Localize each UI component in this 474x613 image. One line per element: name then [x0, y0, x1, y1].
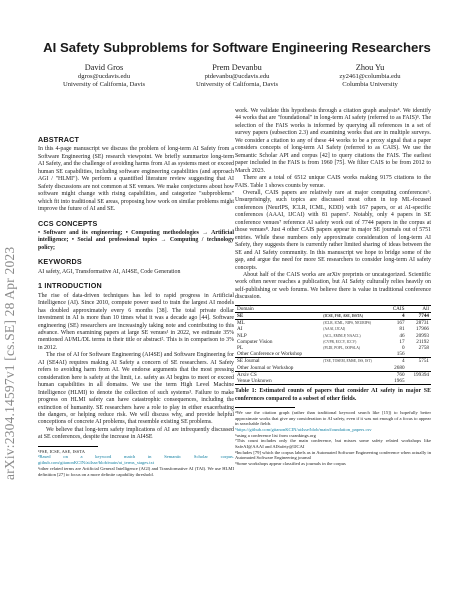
table-cell-all-count: 5751	[407, 358, 431, 365]
table-body	[235, 312, 431, 384]
ccs-text: • Software and its engineering; • Computing methodologies → Artificial intelligence; • Social and professional topics → Computing / technology policy;	[38, 229, 234, 251]
footnote: ⁷This count includes only the main conference, but misses some safety related workshops like SafeAI@AAAI and AISafety@IJCAI	[235, 438, 431, 450]
table-cell-domain: Other Journal or Workshop	[237, 364, 294, 371]
table-row	[235, 365, 431, 372]
author-1	[40, 63, 168, 90]
table-row	[235, 371, 431, 378]
table-row	[235, 312, 431, 319]
table-row	[235, 320, 431, 327]
table-cell-cais-count: 0	[401, 345, 405, 351]
table-header: CAIS	[387, 305, 407, 312]
intro-paragraph-2: The rise of AI for Software Engineering (AI4SE) and Software Engineering for AI (SE4AI) requires making AI Safety a concern of SE researchers. AI Safety refers to avoiding harm from AI. We endorse arguments that the most pressing consideration here is safety at the limit, i.e. safety as AI begins to meet or exceed human capabilities in all domains. We use the term High Level Machine Intelligence (HLMI) to denote the collection of such systems³. Failure to make progress on HLMI safety can have catastrophic consequences, including the extinction of humanity. SE researchers have a role to play in either exacerbating the dangers, or helping reduce risk. We will discuss why, and provide helpful conceptions of concrete AI problems, that resemble existing SE problems.	[38, 352, 234, 426]
author-name: Prem Devanbu	[212, 63, 262, 72]
footnote: ¹FSE, ICSE, ASE, ISSTA	[38, 448, 85, 454]
author-email: dgros@ucdavis.edu	[77, 73, 131, 80]
table-cell-all-count: 199394	[407, 371, 431, 378]
table-cell-domain: ML	[235, 320, 321, 327]
table-cell-venues: (AAAI, IJCAI)	[323, 327, 346, 332]
table-cell-venues	[321, 371, 386, 378]
table-cell-domain: Arxiv CS	[235, 371, 321, 378]
table-cell-cais-count: 2680	[394, 364, 405, 371]
paper-title: AI Safety Subproblems for Software Engineering Researchers	[43, 40, 431, 55]
table-cell-cais-count: 46	[399, 332, 405, 339]
table-cell-all-count: 7744	[407, 312, 431, 319]
footnote: ⁶using a conference list from csrankings.org	[235, 432, 316, 438]
table-cell-all-count	[407, 378, 431, 385]
table-cell-cais-count: 81	[399, 326, 405, 333]
table-header-row	[235, 305, 431, 312]
table-cell-domain: Computer Vision	[237, 338, 273, 345]
table-cell-cais-count: 167	[387, 320, 407, 327]
keywords-text: AI safety, AGI, Transformative AI, AI4SE, Code Generation	[38, 268, 181, 275]
author-name: Zhou Yu	[355, 63, 385, 72]
table-cell-venues: (ICLR, ICML, NIPS, NEURIPS)	[321, 320, 386, 327]
introduction-heading: 1 INTRODUCTION	[38, 281, 102, 291]
table-cell-domain: PL	[237, 345, 244, 351]
table-cell-all-count	[407, 351, 431, 358]
table-cell-cais-count: 760	[387, 371, 407, 378]
author-block	[40, 63, 434, 90]
body-paragraph: work. We validate this hypothesis through a citation graph analysis⁴. We identify 44 works that are "foundational" in long-term AI safety (referred to as FAIS)⁵. The selection of the FAIS works is informed by querying all references in a set of survey papers (subsection 2.3) and examining works that are in multiple surveys. We consider a citation to any of these 44 works to be a proxy signal that a paper considers concepts of long-term AI Safety (referred to as CAIS). We use the Semantic Scholar API and corpus [42] to query citations the FAIS. The earliest paper included in the FAIS is from 1960 [75]. We filter CAIS to be from 2012 to March 2023.	[235, 108, 431, 174]
abstract-text: In this 4-page manuscript we discuss the problem of long-term AI Safety from a Software Engineering (SE) research viewpoint. We briefly summarize long-term AI Safety, and the challenge of avoiding harms from AI as systems meet or exceed human SE capabilities, including software engineering capabilities (and approach AGI / "HLMI"). We perform a quantified literature review suggesting that AI Safety discussions are not common at SE venues. We make conjectures about how software might change with rising capabilities, and categorize "subproblems" which fit into traditional SE areas, proposing how work on similar problems might improve the future of AI and SE.	[38, 146, 234, 213]
footnote: ⁸Includes [79] which the corpus labels as in Automated Software Engineering conference when actually in Automated Software Engineering journal	[235, 449, 431, 461]
intro-paragraph-3: We believe that long-term safety implications of AI are infrequently discussed at SE conferences, despite the increase in AI4SE	[38, 426, 234, 441]
table-cell-domain: NLP	[237, 332, 247, 339]
table-row	[235, 358, 431, 365]
body-paragraph: There are a total of 6512 unique CAIS works making 9175 citations to the FAIS. Table 1 shows counts by venue.	[235, 175, 431, 189]
abstract-heading: ABSTRACT	[38, 135, 80, 144]
footnote[interactable]: ⁵https://github.com/gitanonKCIN/ai4sse/blob/main/foundation_papers.csv	[235, 426, 372, 432]
author-affiliation: University of California, Davis	[62, 81, 146, 89]
table-header: Domain	[235, 305, 321, 312]
table-header: All	[407, 305, 431, 312]
table-cell-domain: SE	[235, 312, 321, 319]
table-cell-cais-count: 4	[387, 312, 407, 319]
right-column	[235, 108, 431, 467]
author-affiliation: University of California, Davis	[195, 81, 279, 89]
author-2	[173, 63, 301, 90]
ccs-heading: CCS CONCEPTS	[38, 218, 98, 228]
footnote-rule	[38, 446, 98, 447]
table-cell-venues	[321, 365, 386, 372]
footnote: ³other related terms are Artificial General Intelligence (AGI) and Transformative AI (TAI). We use HLMI definition [27] to focus on a more definite capability threshold.	[38, 465, 234, 477]
left-column	[38, 130, 234, 477]
author-3	[306, 63, 434, 90]
table-cell-domain: AI	[237, 326, 243, 333]
footnote[interactable]: ²Based on a keyword match in Semantic Scholar corpus. github.com/gitanonKCIN/ai4sse/blob/main/ai_terms_stages.txt	[38, 454, 234, 466]
table-cell-domain: Venue Unknown	[235, 378, 321, 385]
table-cell-cais-count: 17	[399, 338, 405, 345]
table-row	[235, 378, 431, 385]
arxiv-stamp-text: arXiv:2304.14597v1 [cs.SE] 28 Apr 2023	[2, 246, 17, 480]
table-header-venues	[321, 305, 386, 312]
table-cell-all-count: 2758	[418, 345, 429, 351]
footnote-rule	[235, 407, 295, 408]
table-cell-cais-count: 4	[387, 358, 407, 365]
venue-counts-table	[235, 305, 431, 385]
table-cell-venues	[321, 351, 386, 358]
table-row	[235, 351, 431, 358]
table-cell-cais-count: 1965	[387, 378, 407, 385]
table-cell-venues: (TSE, TOSEM, EMSE, JSS, IST)	[321, 358, 386, 365]
table-caption: Table 1: Estimated counts of papers that consider AI safety in major SE conferences compared to a subset of other fields.	[235, 388, 431, 402]
table-cell-all-count: 28731	[407, 320, 431, 327]
table-cell-all-count	[407, 365, 431, 372]
table-cell-venues: (CVPR, ECCV, ICCV)	[323, 339, 357, 344]
arxiv-stamp	[2, 150, 22, 480]
table-cell-venues	[321, 378, 386, 385]
table-cell-domain: Other Conference or Workshop	[237, 351, 303, 358]
table-cell-all-count: 17966	[416, 326, 429, 333]
table-cell-venues: (ICSE, FSE, ASE, ISSTA)	[321, 312, 386, 319]
author-affiliation: Columbia University	[342, 81, 398, 89]
table-cell-venues: (PLDI, POPL, OOPSLA)	[323, 346, 361, 350]
table-cell-all-count: 21192	[416, 338, 429, 345]
body-paragraph: Overall, CAIS papers are relatively rare at major computing conferences⁶. Unsurprisingly, such topics are discussed most often in top ML-focused conferences (NeurIPS, ICLR, ICML, KDD) with 167 papers, or at AI-specific conferences (AAAI, IJCAI) with 81 papers⁷. Notably, only 4 papers in SE conference venues⁷ reference AI safety work out of 7744 papers in the corpus at those venues⁸. Just 4 other CAIS papers appear in major SE journals out of 5751 entries. While these numbers only approximate consideration of long-term AI Safety, they suggests there is currently rather limited sharing of ideas between the SE and AI Safety community. In this manuscript we hope to bridge some of the gap, and argue the need for more SE researchers to consider long-term AI safety concepts.	[235, 189, 431, 271]
keywords-heading: KEYWORDS	[38, 257, 82, 267]
author-email: ptdevanbu@ucdavis.edu	[204, 73, 270, 80]
table-cell-domain: SE Journal	[235, 358, 321, 365]
author-email: zy2461@columbia.edu	[339, 73, 401, 80]
body-paragraph: About half of the CAIS works are arXiv preprints or uncategorized. Scientific work often never reaches a publication, but AI Safety culturally relies heavily on self-publishing or web forums. We believe there is value in traditional conference discussion.	[235, 271, 431, 301]
intro-paragraph-1: The rise of data-driven techniques has led to rapid progress in Artificial Intelligence (AI). Since 2010, compute power used to train the largest AI models has doubled approximately every 6 months [38]. The total private dollar investment in AI is more than 10 times what it was a decade ago [44]. Software engineering (SE) researchers are increasingly taking note and contributing to this advance. When examining papers at large SE venues¹ in 2022, we estimate 35% mentioned AI/ML/DL terms in their title or abstract². This is in comparison to 3% in 2012.	[38, 292, 234, 351]
footnote: ⁴We use the citation graph (rather than traditional keyword search like [15]) to hopefully better approximate works that give any consideration to AI safety, even if it was not enough of a focus to appear in searchable fields	[235, 409, 431, 427]
footnote: ⁹Some workshops appear classified as journals in the corpus	[235, 461, 346, 467]
table-cell-all-count: 20993	[416, 332, 429, 339]
table-cell-cais-count: 156	[396, 351, 405, 358]
table-cell-venues: (ACL, EMNLP, NAACL)	[323, 333, 361, 338]
author-name: David Gros	[84, 63, 124, 72]
